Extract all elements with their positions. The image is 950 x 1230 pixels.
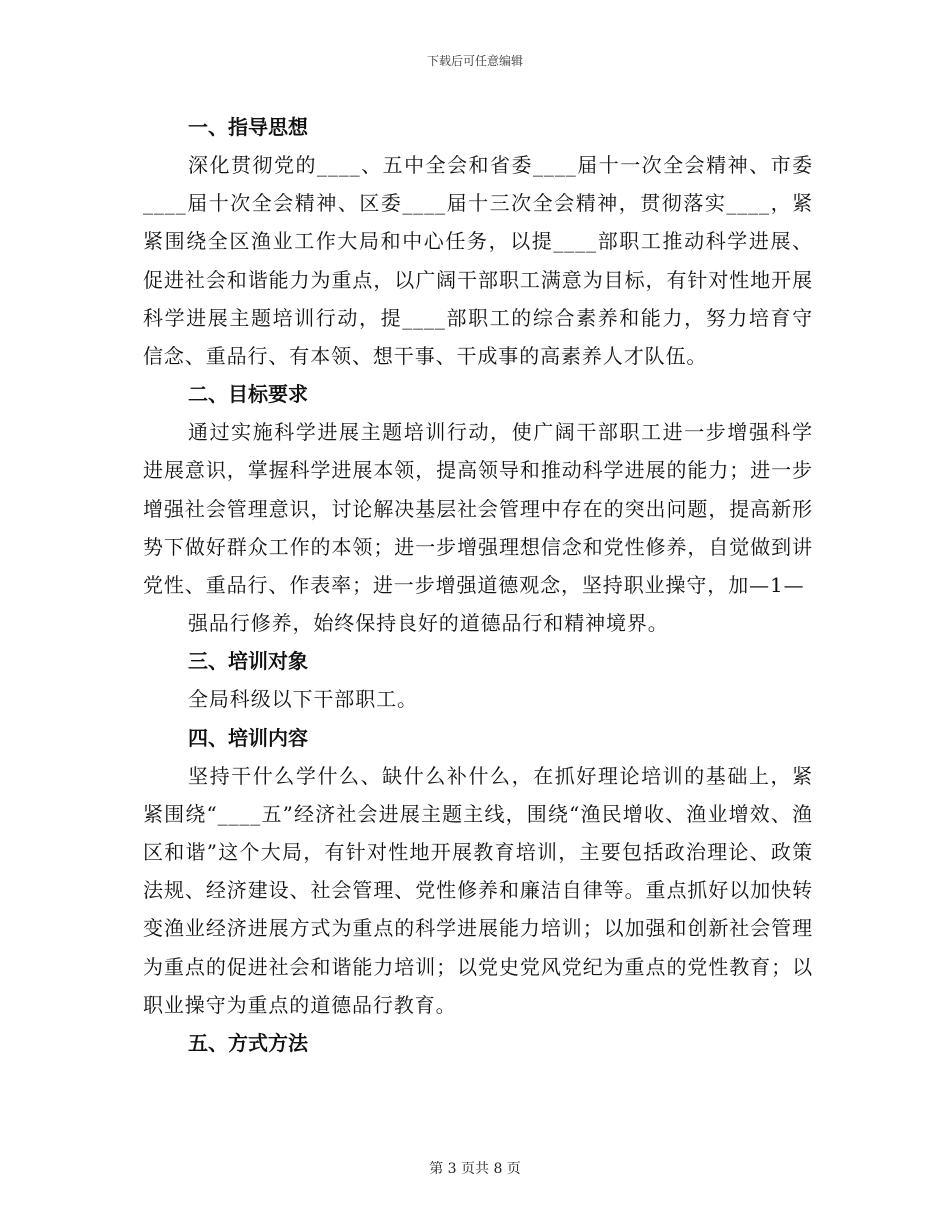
section-guiding-thought <box>143 108 813 375</box>
section-paragraph: 深化贯彻党的____、五中全会和省委____届十一次全会精神、市委____届十次全会精神、区委____届十三次全会精神，贯彻落实____，紧紧围绕全区渔业工作大局和中心任务，以提____部职工推动科学进展、促进社会和谐能力为重点，以广阔干部职工满意为目标，有针对性地开展科学进展主题培训行动，提____部职工的综合素养和能力，努力培育守信念、重品行、有本领、想干事、干成事的高素养人才队伍。 <box>143 153 813 369</box>
section-heading: 二、目标要求 <box>188 382 308 407</box>
section-heading: 一、指导思想 <box>188 115 308 139</box>
section-heading: 四、培训内容 <box>188 725 308 750</box>
section-paragraph: 通过实施科学进展主题培训行动，使广阔干部职工进一步增强科学进展意识，掌握科学进展本领，提高领导和推动科学进展的能力；进一步增强社会管理意识，讨论解决基层社会管理中存在的突出问题，提高新形势下做好群众工作的本领；进一步增强理想信念和党性修养，自觉做到讲党性、重品行、作表率；进一步增强道德观念，坚持职业操守，加—1— <box>143 420 813 598</box>
section-methods <box>143 1024 813 1062</box>
section-trainees <box>143 642 813 718</box>
page-number: 第 3 页共 8 页 <box>429 1161 521 1177</box>
section-paragraph: 全局科级以下干部职工。 <box>188 687 418 712</box>
section-content <box>143 719 813 1024</box>
section-heading: 五、方式方法 <box>188 1031 308 1056</box>
section-paragraph: 强品行修养，始终保持良好的道德品行和精神境界。 <box>188 611 669 636</box>
section-paragraph: 坚持干什么学什么、缺什么补什么，在抓好理论培训的基础上，紧紧围绕“____五”经济社会进展主题主线，围绕“渔民增收、渔业增效、渔区和谐”这个大局，有针对性地开展教育培训，主要包括政治理论、政策法规、经济建设、社会管理、党性修养和廉洁自律等。重点抓好以加快转变渔业经济进展方式为重点的科学进展能力培训；以加强和创新社会管理为重点的促进社会和谐能力培训；以党史党风党纪为重点的党性教育；以职业操守为重点的道德品行教育。 <box>143 763 813 1017</box>
document-body <box>143 108 813 1062</box>
section-heading: 三、培训对象 <box>188 649 308 674</box>
page-header: 下载后可任意编辑 <box>426 54 523 68</box>
section-goals <box>143 375 813 642</box>
